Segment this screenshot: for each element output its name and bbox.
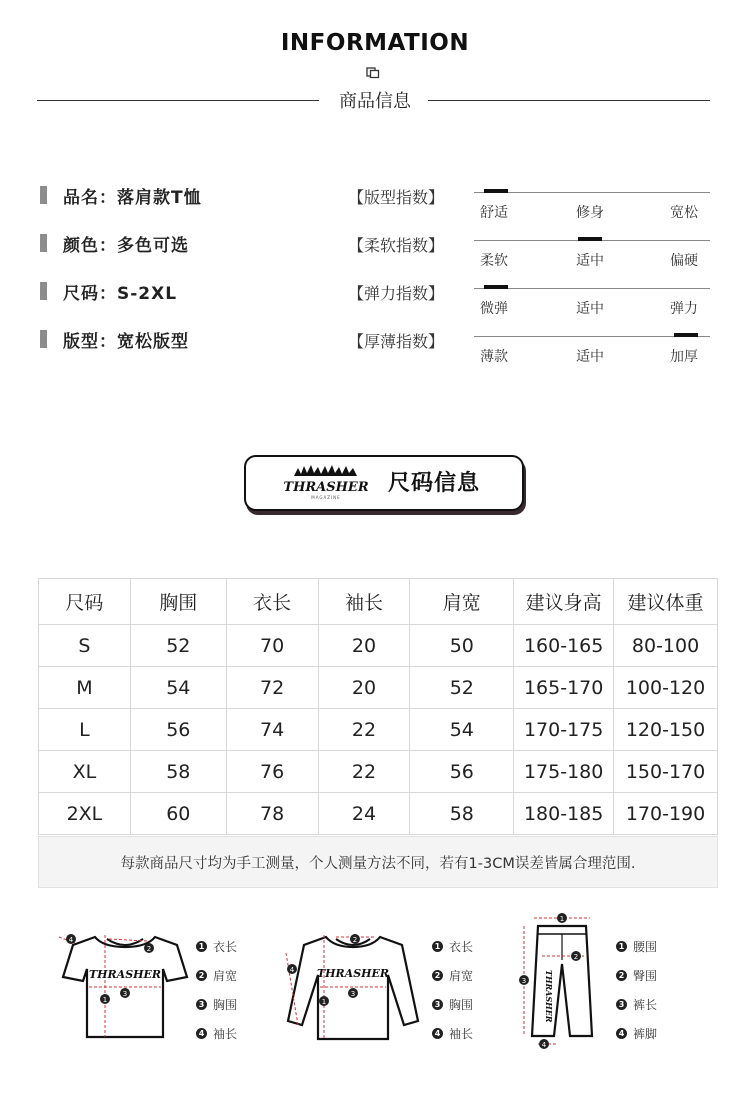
table-header-row [39, 579, 718, 625]
svg-text:1: 1 [559, 915, 565, 923]
info-row [40, 278, 177, 304]
svg-text:2: 2 [573, 953, 579, 961]
scale-option: 柔软 [480, 253, 508, 269]
table-cell: 150-170 [614, 751, 718, 793]
index-label-elasticity: 【弹力指数】 [348, 284, 445, 303]
info-color: 颜色：多色可选 [63, 235, 189, 256]
index-scale-thickness [474, 326, 710, 366]
scale-option: 薄款 [480, 349, 508, 365]
table-cell: 165-170 [514, 667, 614, 709]
scale-option: 宽松 [670, 205, 698, 221]
table-cell: 120-150 [614, 709, 718, 751]
svg-text:1: 1 [102, 996, 108, 1004]
square-icon [366, 67, 380, 79]
scale-track [474, 288, 710, 289]
legend-item: 2 肩宽 [432, 967, 473, 983]
legend-item: 4 裤脚 [616, 1025, 657, 1041]
scale-option: 弹力 [670, 301, 698, 317]
scale-option: 适中 [576, 301, 604, 317]
svg-text:4: 4 [541, 1041, 547, 1049]
scale-option: 微弹 [480, 301, 508, 317]
svg-text:THRASHER: THRASHER [544, 970, 554, 1023]
scale-option: 舒适 [480, 205, 508, 221]
table-cell: 20 [318, 625, 410, 667]
svg-text:4: 4 [289, 966, 295, 974]
table-cell: XL [39, 751, 131, 793]
page-title: INFORMATION [280, 30, 470, 56]
scale-option: 加厚 [670, 349, 698, 365]
table-cell: 58 [130, 751, 226, 793]
longsleeve-diagram [278, 925, 428, 1050]
scale-marker [578, 237, 602, 241]
bullet-bar [40, 330, 47, 348]
table-cell: 76 [226, 751, 318, 793]
table-cell: 56 [410, 751, 514, 793]
table-row [39, 625, 718, 667]
table-cell: 78 [226, 793, 318, 835]
table-cell: 20 [318, 667, 410, 709]
table-cell: 54 [410, 709, 514, 751]
info-row [40, 230, 189, 256]
index-label-softness: 【柔软指数】 [348, 236, 445, 255]
table-row [39, 751, 718, 793]
table-cell: 22 [318, 709, 410, 751]
scale-marker [674, 333, 698, 337]
index-scale-softness [474, 230, 710, 270]
table-cell: 74 [226, 709, 318, 751]
table-cell: 56 [130, 709, 226, 751]
banner-title: 尺码信息 [388, 471, 481, 496]
table-cell: L [39, 709, 131, 751]
measurement-note: 每款商品尺寸均为手工测量，个人测量方法不同，若有1-3CM误差皆属合理范围. [38, 836, 718, 888]
table-cell: 52 [410, 667, 514, 709]
index-scale-elasticity [474, 278, 710, 318]
table-header: 胸围 [130, 579, 226, 625]
table-header: 肩宽 [410, 579, 514, 625]
tshirt-diagram [55, 925, 195, 1045]
legend-item: 1 衣长 [196, 938, 237, 954]
size-table [38, 578, 718, 835]
table-cell: 22 [318, 751, 410, 793]
table-cell: 54 [130, 667, 226, 709]
svg-text:1: 1 [321, 998, 327, 1006]
table-cell: 2XL [39, 793, 131, 835]
legend-item: 3 裤长 [616, 996, 657, 1012]
svg-text:3: 3 [521, 977, 527, 985]
tshirt-legend [196, 938, 237, 1041]
table-cell: 170-175 [514, 709, 614, 751]
table-cell: 72 [226, 667, 318, 709]
section-subtitle: 商品信息 [339, 91, 411, 112]
bullet-bar [40, 234, 47, 252]
table-header: 建议身高 [514, 579, 614, 625]
svg-text:2: 2 [146, 945, 152, 953]
svg-text:MAGAZINE: MAGAZINE [311, 495, 341, 500]
table-cell: 24 [318, 793, 410, 835]
table-row [39, 667, 718, 709]
scale-option: 适中 [576, 253, 604, 269]
scale-marker [484, 285, 508, 289]
pants-diagram [512, 910, 612, 1055]
info-fit: 版型：宽松版型 [63, 331, 189, 352]
svg-text:3: 3 [350, 990, 356, 998]
scale-option: 修身 [576, 205, 604, 221]
table-cell: 175-180 [514, 751, 614, 793]
table-header: 袖长 [318, 579, 410, 625]
legend-item: 3 胸围 [196, 996, 237, 1012]
table-cell: 80-100 [614, 625, 718, 667]
table-cell: 70 [226, 625, 318, 667]
scale-option: 偏硬 [670, 253, 698, 269]
table-cell: 58 [410, 793, 514, 835]
table-row [39, 793, 718, 835]
info-size: 尺码：S-2XL [63, 283, 178, 304]
table-cell: 170-190 [614, 793, 718, 835]
scale-option: 适中 [576, 349, 604, 365]
table-cell: 50 [410, 625, 514, 667]
info-product-name: 品名：落肩款T恤 [63, 187, 202, 208]
legend-item: 2 肩宽 [196, 967, 237, 983]
longsleeve-legend [432, 938, 473, 1041]
scale-marker [484, 189, 508, 193]
legend-item: 3 胸围 [432, 996, 473, 1012]
index-scale-fit [474, 182, 710, 222]
thrasher-logo [283, 462, 369, 502]
table-cell: 160-165 [514, 625, 614, 667]
info-row [40, 326, 189, 352]
legend-item: 1 腰围 [616, 938, 657, 954]
table-cell: 180-185 [514, 793, 614, 835]
table-cell: 52 [130, 625, 226, 667]
index-label-thickness: 【厚薄指数】 [348, 332, 445, 351]
table-header: 建议体重 [614, 579, 718, 625]
bullet-bar [40, 282, 47, 300]
table-cell: 60 [130, 793, 226, 835]
index-label-fit: 【版型指数】 [348, 188, 445, 207]
table-header: 尺码 [39, 579, 131, 625]
svg-text:4: 4 [68, 936, 74, 944]
svg-text:THRASHER: THRASHER [316, 967, 390, 980]
table-cell: M [39, 667, 131, 709]
legend-item: 4 袖长 [196, 1025, 237, 1041]
legend-item: 1 衣长 [432, 938, 473, 954]
table-row [39, 709, 718, 751]
pants-legend [616, 938, 657, 1041]
table-header: 衣长 [226, 579, 318, 625]
bullet-bar [40, 186, 47, 204]
svg-text:2: 2 [352, 936, 358, 944]
legend-item: 2 臀围 [616, 967, 657, 983]
svg-text:THRASHER: THRASHER [88, 968, 162, 981]
info-row [40, 182, 202, 208]
scale-track [474, 192, 710, 193]
svg-text:THRASHER: THRASHER [283, 480, 369, 495]
legend-item: 4 袖长 [432, 1025, 473, 1041]
svg-text:3: 3 [122, 990, 128, 998]
table-cell: 100-120 [614, 667, 718, 709]
table-cell: S [39, 625, 131, 667]
